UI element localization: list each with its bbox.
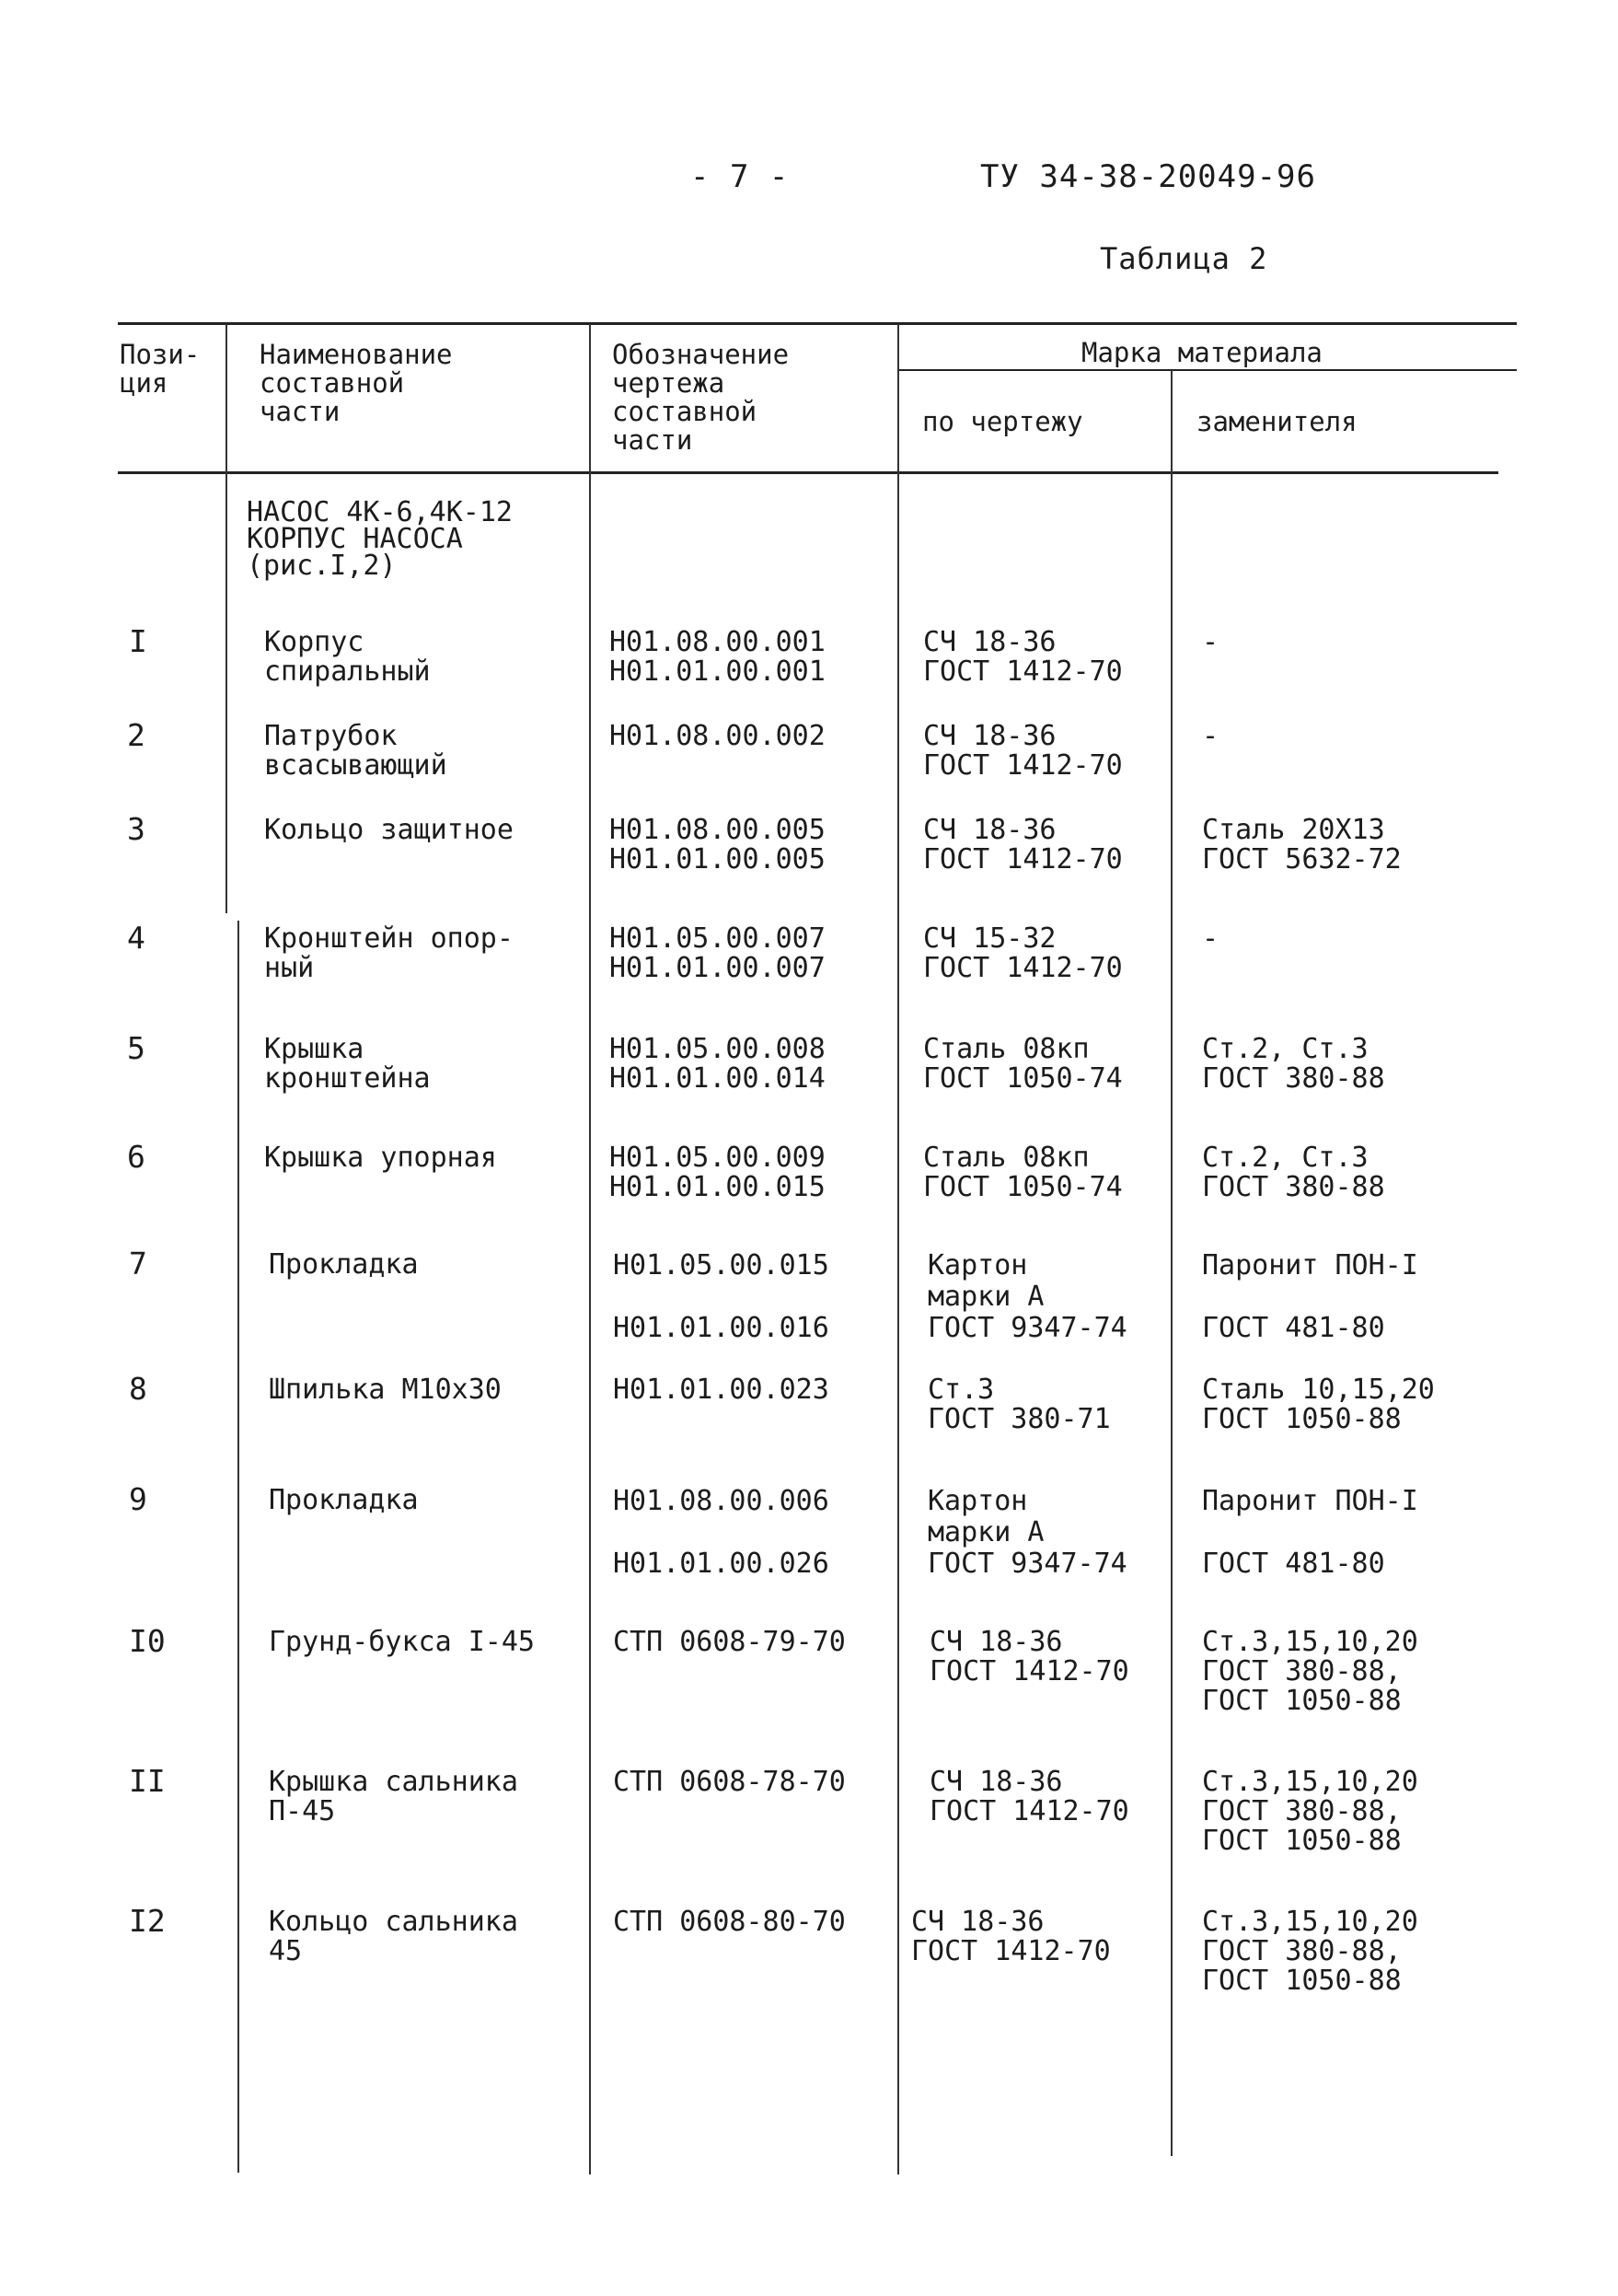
- column-divider-4: [1171, 370, 1173, 2156]
- material-header-rule: [897, 369, 1517, 371]
- row-position: I2: [129, 1903, 166, 1939]
- row-part-name: Грунд-букса I-45: [269, 1626, 535, 1658]
- row-material: СЧ 15-32 ГОСТ 1412-70: [923, 922, 1123, 984]
- column-divider-2: [589, 324, 591, 2174]
- row-material: СЧ 18-36 ГОСТ 1412-70: [923, 814, 1123, 875]
- header-bottom-rule: [118, 471, 1498, 474]
- row-part-name: Патрубок всасывающий: [264, 720, 447, 782]
- row-drawing: Н01.05.00.008 Н01.01.00.014: [609, 1033, 826, 1095]
- row-material: СЧ 18-36 ГОСТ 1412-70: [930, 1626, 1129, 1687]
- row-part-name: Корпус спиральный: [264, 626, 431, 688]
- row-drawing: Н01.08.00.002: [609, 720, 826, 752]
- row-material: Картон марки А ГОСТ 9347-74: [928, 1249, 1127, 1344]
- row-part-name: Кронштейн опор- ный: [264, 922, 514, 984]
- row-part-name: Крышка кронштейна: [264, 1033, 431, 1095]
- row-drawing: СТП 0608-79-70: [613, 1626, 846, 1658]
- row-substitute: Паронит ПОН-I ГОСТ 481-80: [1202, 1485, 1418, 1580]
- row-position: I: [129, 623, 147, 659]
- row-drawing: Н01.08.00.001 Н01.01.00.001: [609, 626, 826, 688]
- table-title: Таблица 2: [1100, 241, 1268, 276]
- header-material-grade: Марка материала: [1081, 337, 1323, 368]
- row-part-name: Кольцо защитное: [264, 814, 514, 846]
- row-position: 8: [129, 1371, 147, 1407]
- row-position: 5: [127, 1030, 145, 1066]
- header-by-drawing: по чертежу: [922, 406, 1083, 437]
- row-drawing: Н01.01.00.023: [613, 1374, 829, 1406]
- page-number: - 7 -: [690, 158, 790, 195]
- row-substitute: Сталь 20Х13 ГОСТ 5632-72: [1202, 814, 1402, 875]
- row-substitute: Ст.3,15,10,20 ГОСТ 380-88, ГОСТ 1050-88: [1202, 1626, 1418, 1717]
- row-part-name: Прокладка: [269, 1248, 419, 1281]
- row-drawing: Н01.05.00.015 Н01.01.00.016: [613, 1249, 829, 1344]
- row-substitute: Ст.2, Ст.3 ГОСТ 380-88: [1202, 1142, 1385, 1203]
- row-drawing: СТП 0608-80-70: [613, 1906, 846, 1938]
- row-substitute: -: [1202, 720, 1219, 752]
- row-part-name: Шпилька М10х30: [269, 1374, 502, 1406]
- row-part-name: Прокладка: [269, 1484, 419, 1516]
- document-number: ТУ 34-38-20049-96: [980, 158, 1316, 195]
- row-drawing: Н01.08.00.006 Н01.01.00.026: [613, 1485, 829, 1580]
- row-substitute: Ст.2, Ст.3 ГОСТ 380-88: [1202, 1033, 1385, 1095]
- row-substitute: Паронит ПОН-I ГОСТ 481-80: [1202, 1249, 1418, 1344]
- row-drawing: Н01.08.00.005 Н01.01.00.005: [609, 814, 826, 875]
- column-divider-3: [897, 324, 899, 2174]
- row-position: I0: [129, 1623, 166, 1659]
- row-position: 4: [127, 920, 145, 956]
- row-material: СЧ 18-36 ГОСТ 1412-70: [923, 720, 1123, 782]
- header-substitute: заменителя: [1196, 406, 1358, 437]
- row-substitute: -: [1202, 922, 1219, 955]
- row-position: 2: [127, 717, 145, 753]
- row-drawing: Н01.05.00.007 Н01.01.00.007: [609, 922, 826, 984]
- row-drawing: Н01.05.00.009 Н01.01.00.015: [609, 1142, 826, 1203]
- row-material: СЧ 18-36 ГОСТ 1412-70: [930, 1766, 1129, 1827]
- row-position: II: [129, 1763, 166, 1799]
- row-drawing: СТП 0608-78-70: [613, 1766, 846, 1798]
- row-substitute: -: [1202, 626, 1219, 658]
- row-substitute: Ст.3,15,10,20 ГОСТ 380-88, ГОСТ 1050-88: [1202, 1766, 1418, 1857]
- section-title: НАСОС 4К-6,4К-12 КОРПУС НАСОСА (рис.I,2): [247, 496, 513, 582]
- column-divider-1: [225, 324, 227, 913]
- row-material: Сталь 08кп ГОСТ 1050-74: [923, 1033, 1123, 1095]
- row-position: 6: [127, 1139, 145, 1175]
- row-material: Ст.3 ГОСТ 380-71: [928, 1374, 1111, 1435]
- row-part-name: Крышка сальника П-45: [269, 1766, 518, 1827]
- row-material: Картон марки А ГОСТ 9347-74: [928, 1485, 1127, 1580]
- column-divider-1b: [237, 921, 239, 2173]
- row-substitute: Сталь 10,15,20 ГОСТ 1050-88: [1202, 1374, 1435, 1435]
- row-material: СЧ 18-36 ГОСТ 1412-70: [923, 626, 1123, 688]
- header-position: Пози- ция: [120, 339, 201, 399]
- header-drawing-designation: Обозначение чертежа составной части: [612, 339, 790, 456]
- table-top-rule: [118, 322, 1517, 325]
- row-position: 3: [127, 811, 145, 847]
- header-part-name: Наименование составной части: [260, 339, 453, 427]
- row-substitute: Ст.3,15,10,20 ГОСТ 380-88, ГОСТ 1050-88: [1202, 1906, 1418, 1997]
- row-part-name: Кольцо сальника 45: [269, 1906, 518, 1967]
- row-position: 7: [129, 1246, 147, 1281]
- row-material: СЧ 18-36 ГОСТ 1412-70: [911, 1906, 1111, 1967]
- row-material: Сталь 08кп ГОСТ 1050-74: [923, 1142, 1123, 1203]
- row-position: 9: [129, 1481, 147, 1517]
- row-part-name: Крышка упорная: [264, 1142, 497, 1174]
